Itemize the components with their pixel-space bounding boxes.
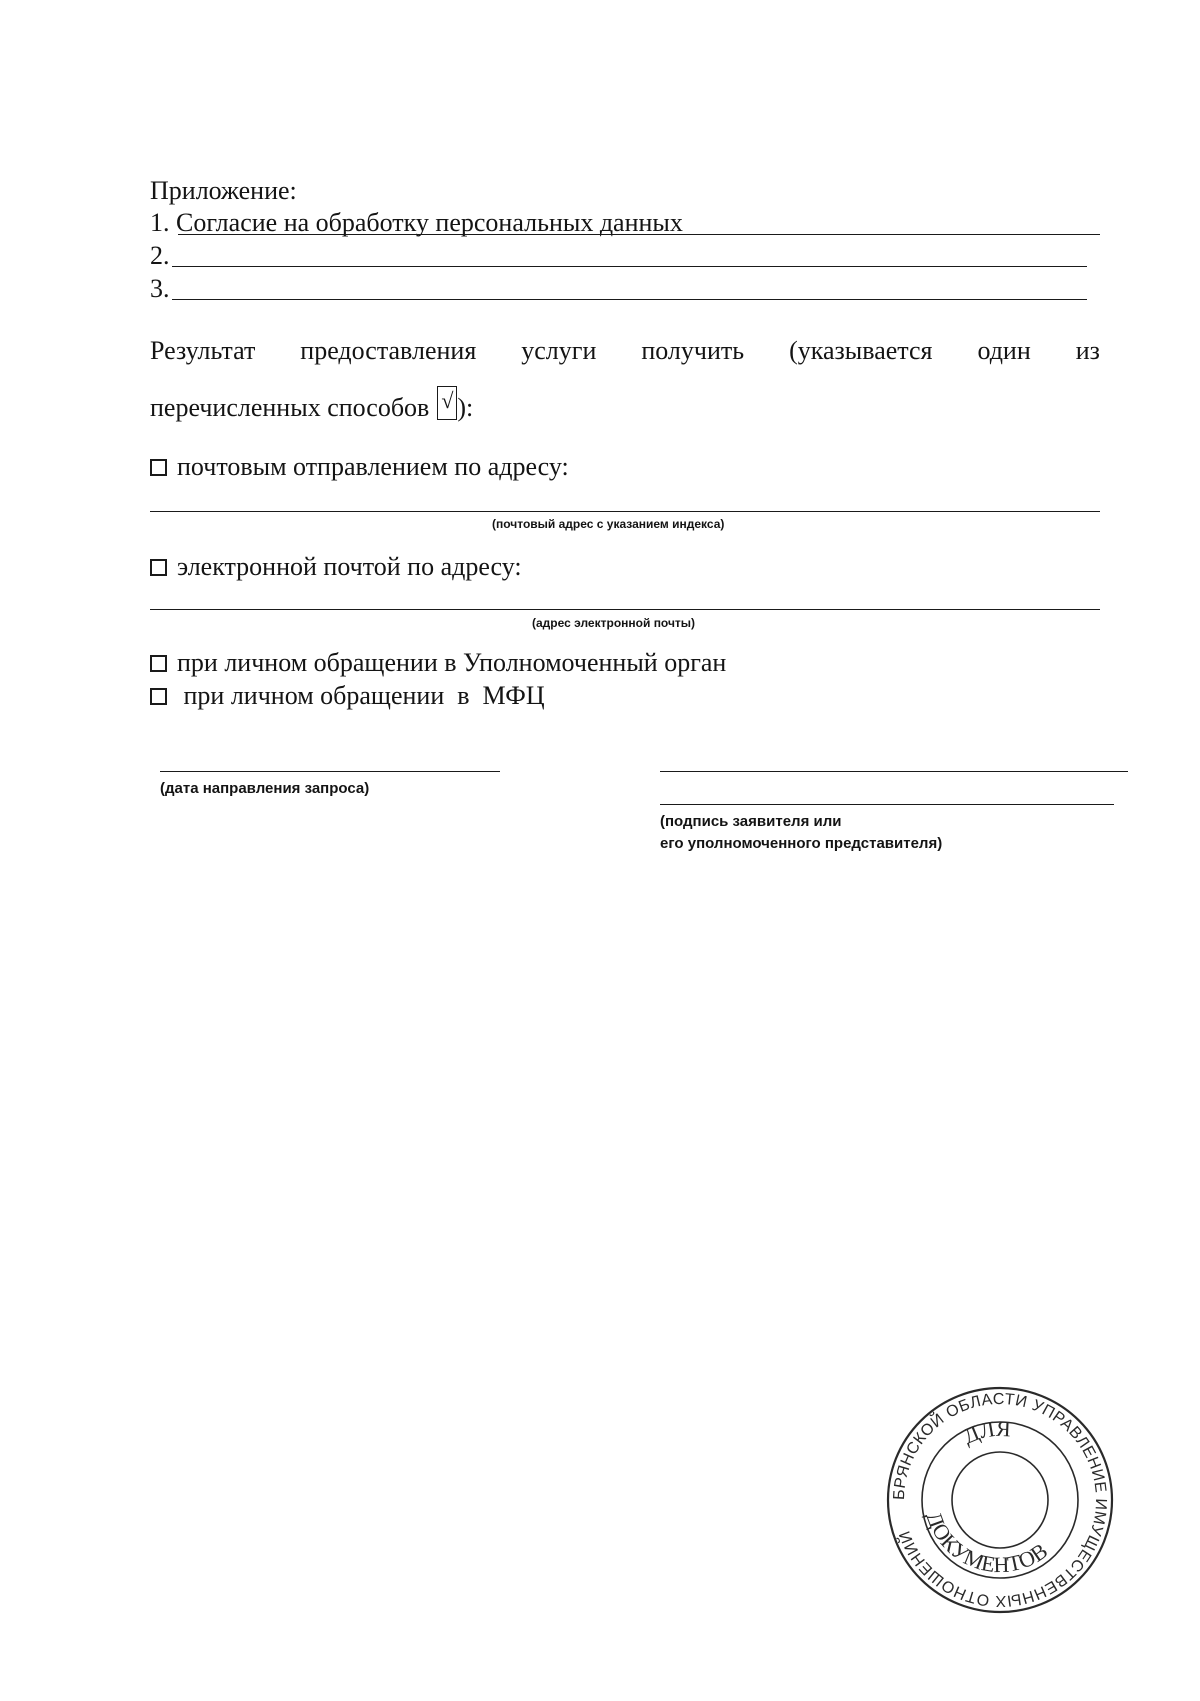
result-word: услуги	[521, 336, 597, 365]
mfc-option-label: при личном обращении в МФЦ	[177, 681, 545, 710]
attachment-item-1-text: Согласие на обработку персональных данных	[176, 208, 683, 237]
result-word: (указывается	[789, 336, 933, 365]
option-postal[interactable]	[150, 452, 569, 482]
result-word: один	[977, 336, 1031, 365]
email-address-line[interactable]	[150, 609, 1100, 610]
signer-caption-line-2: его уполномоченного представителя)	[660, 835, 943, 852]
authorized-body-checkbox[interactable]	[150, 655, 167, 672]
signer-caption-line-1: (подпись заявителя или	[660, 813, 842, 830]
option-mfc[interactable]	[150, 681, 545, 711]
email-checkbox[interactable]	[150, 559, 167, 576]
email-address-caption: (адрес электронной почты)	[532, 616, 696, 630]
checkmark-glyph: √	[441, 388, 454, 413]
option-authorized-body[interactable]	[150, 648, 726, 678]
result-word: получить	[641, 336, 745, 365]
result-method-line-2-text: перечисленных способов	[150, 393, 430, 422]
authorized-body-option-label: при личном обращении в Уполномоченный орган	[177, 648, 727, 677]
postal-option-label: почтовым отправлением по адресу:	[177, 452, 569, 481]
result-method-line-2-end: ):	[457, 393, 474, 422]
official-stamp	[884, 1384, 1116, 1616]
attachment-item-2-number: 2.	[150, 241, 170, 270]
stamp-bottom-text: ДОКУМЕНТОВ	[921, 1508, 1053, 1578]
attachment-item-1-underline	[178, 234, 1100, 235]
signature-line[interactable]	[660, 771, 1128, 772]
attachment-item-3-line[interactable]	[172, 299, 1087, 300]
attachment-item-1-number: 1.	[150, 208, 170, 237]
attachment-item-3-number: 3.	[150, 274, 170, 303]
date-caption: (дата направления запроса)	[160, 780, 370, 797]
date-line[interactable]	[160, 771, 500, 772]
result-method-line-1	[150, 336, 1100, 366]
checkmark-icon	[437, 386, 457, 420]
option-email[interactable]	[150, 552, 522, 582]
postal-address-line[interactable]	[150, 511, 1100, 512]
stamp-ring-text: БРЯНСКОЙ ОБЛАСТИ УПРАВЛЕНИЕ ИМУЩЕСТВЕННЫХ ОТНОШЕНИЙ	[890, 1390, 1110, 1610]
stamp-top-text: ДЛЯ	[959, 1415, 1012, 1449]
signature-line-2[interactable]	[660, 804, 1114, 805]
result-word: предоставления	[300, 336, 477, 365]
result-word: Результат	[150, 336, 256, 365]
signer-caption	[660, 811, 942, 855]
postal-checkbox[interactable]	[150, 459, 167, 476]
email-option-label: электронной почтой по адресу:	[177, 552, 522, 581]
result-method-line-2	[150, 386, 473, 423]
attachments-title: Приложение:	[150, 176, 297, 205]
mfc-checkbox[interactable]	[150, 688, 167, 705]
postal-address-caption: (почтовый адрес с указанием индекса)	[492, 517, 725, 531]
result-word: из	[1075, 336, 1100, 365]
stamp-inner-ring	[952, 1452, 1048, 1548]
attachment-item-2-line[interactable]	[172, 266, 1087, 267]
